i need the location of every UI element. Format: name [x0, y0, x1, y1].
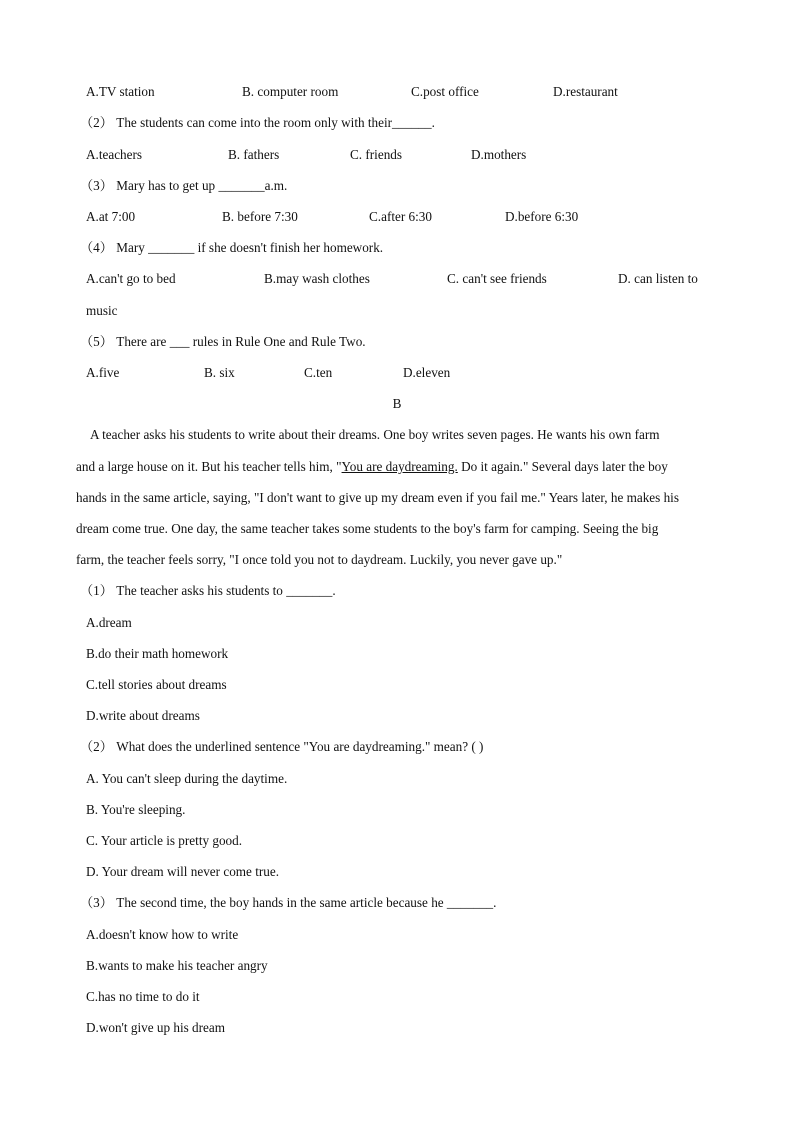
passage-line-4: dream come true. One day, the same teacher takes some students to the boy's farm for camping. Seeing the big [76, 521, 659, 536]
passage-line-2-end: Do it again." Several days later the boy [457, 459, 668, 474]
passage-line-2-start: and a large house on it. But his teacher tells him, " [76, 459, 342, 474]
a-q1-option-b: B. computer room [242, 84, 339, 99]
b-q1-option-d: D.write about dreams [86, 708, 200, 723]
b-q2-stem: （2） What does the underlined sentence "You are daydreaming." mean? ( ) [80, 739, 484, 754]
passage-line-2 [76, 459, 721, 475]
a-q3-option-c: C.after 6:30 [369, 209, 432, 224]
a-q1-option-a: A.TV station [86, 84, 155, 99]
section-b-heading: B [392, 396, 402, 411]
a-q5-option-d: D.eleven [403, 365, 451, 380]
b-q2-option-d: D. Your dream will never come true. [86, 864, 280, 879]
a-q5-stem: （5） There are ___ rules in Rule One and Rule Two. [80, 334, 366, 349]
b-q3-option-a: A.doesn't know how to write [86, 927, 239, 942]
a-q2-option-b: B. fathers [228, 147, 280, 162]
a-q5-option-c: C.ten [304, 365, 333, 380]
a-q4-option-d: D. can listen to [618, 271, 698, 286]
underlined-sentence: You are daydreaming. [341, 459, 458, 474]
a-q5-option-a: A.five [86, 365, 120, 380]
b-q1-option-a: A.dream [86, 615, 132, 630]
b-q2-option-a: A. You can't sleep during the daytime. [86, 771, 288, 786]
passage-line-1: A teacher asks his students to write about their dreams. One boy writes seven pages. He wants his own farm [90, 427, 660, 442]
passage-line-5: farm, the teacher feels sorry, "I once told you not to daydream. Luckily, you never gave up." [76, 552, 563, 567]
b-q2-option-b: B. You're sleeping. [86, 802, 186, 817]
a-q2-option-d: D.mothers [471, 147, 527, 162]
b-q1-stem: （1） The teacher asks his students to _______. [80, 583, 336, 598]
b-q3-stem: （3） The second time, the boy hands in the same article because he _______. [80, 895, 497, 910]
a-q1-option-c: C.post office [411, 84, 479, 99]
b-q2-option-c: C. Your article is pretty good. [86, 833, 243, 848]
a-q4-option-a: A.can't go to bed [86, 271, 176, 286]
passage-line-3: hands in the same article, saying, "I don't want to give up my dream even if you fail me." Years later, he makes his [76, 490, 679, 505]
a-q3-option-a: A.at 7:00 [86, 209, 136, 224]
a-q5-option-b: B. six [204, 365, 235, 380]
a-q4-option-d-continuation: music [86, 303, 118, 318]
b-q3-option-c: C.has no time to do it [86, 989, 200, 1004]
a-q2-stem: （2） The students can come into the room only with their______. [80, 115, 435, 130]
b-q3-option-b: B.wants to make his teacher angry [86, 958, 268, 973]
b-q3-option-d: D.won't give up his dream [86, 1020, 225, 1035]
a-q4-option-b: B.may wash clothes [264, 271, 370, 286]
a-q1-option-d: D.restaurant [553, 84, 618, 99]
a-q4-stem: （4） Mary _______ if she doesn't finish her homework. [80, 240, 384, 255]
b-q1-option-c: C.tell stories about dreams [86, 677, 227, 692]
a-q3-option-b: B. before 7:30 [222, 209, 298, 224]
a-q2-option-a: A.teachers [86, 147, 143, 162]
a-q3-option-d: D.before 6:30 [505, 209, 579, 224]
a-q2-option-c: C. friends [350, 147, 403, 162]
b-q1-option-b: B.do their math homework [86, 646, 229, 661]
a-q3-stem: （3） Mary has to get up _______a.m. [80, 178, 288, 193]
a-q4-option-c: C. can't see friends [447, 271, 547, 286]
